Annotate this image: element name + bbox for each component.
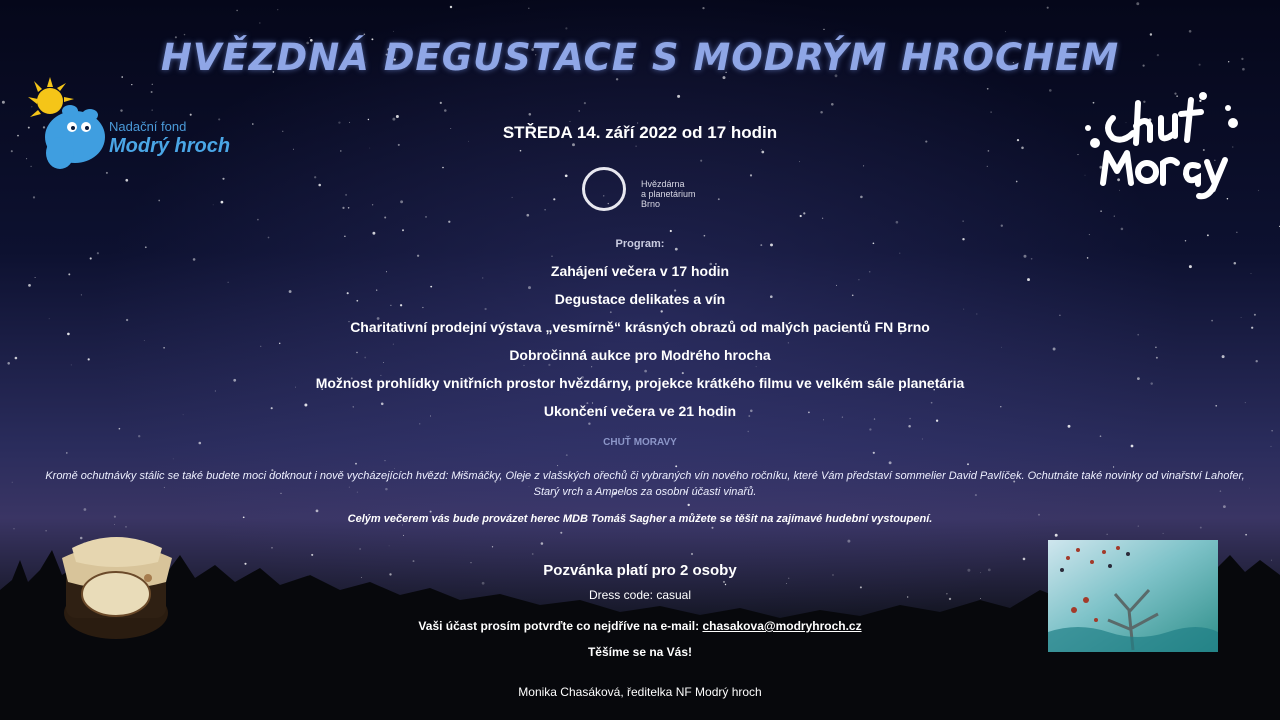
star <box>440 102 442 104</box>
star <box>384 217 386 219</box>
star <box>173 459 174 460</box>
dress-code: Dress code: casual <box>588 588 692 602</box>
star <box>803 212 805 214</box>
star <box>402 229 404 231</box>
star <box>899 253 900 254</box>
star <box>700 160 702 162</box>
star <box>12 482 13 483</box>
foundation-name-line1: Nadační fond <box>109 119 187 134</box>
rsvp-email-link[interactable]: chasakova@modryhroch.cz <box>702 619 862 633</box>
star <box>512 197 513 198</box>
star <box>392 118 395 121</box>
star <box>448 221 450 223</box>
star <box>963 221 964 222</box>
star <box>572 143 575 146</box>
star <box>565 174 568 177</box>
star <box>635 146 636 147</box>
star <box>1001 225 1003 227</box>
star <box>348 207 350 209</box>
star <box>90 257 92 259</box>
star <box>799 161 800 162</box>
program-label: Program: <box>615 238 665 250</box>
star <box>84 508 87 511</box>
star <box>372 232 375 235</box>
star <box>702 7 704 9</box>
star <box>1121 228 1124 231</box>
star <box>355 463 357 465</box>
star <box>748 431 749 432</box>
star <box>314 176 316 178</box>
star <box>2 101 5 104</box>
star <box>11 150 13 152</box>
star <box>687 504 689 506</box>
star <box>1189 30 1192 33</box>
star <box>221 201 224 204</box>
star <box>97 252 99 254</box>
program-item: Zahájení večera v 17 hodin <box>550 263 730 279</box>
star <box>1271 430 1272 431</box>
star <box>896 221 899 224</box>
program-item: Ukončení večera ve 21 hodin <box>543 403 737 419</box>
observatory-name-line3: Brno <box>641 199 661 209</box>
star <box>1077 154 1078 155</box>
star <box>873 452 875 454</box>
star <box>1087 257 1089 259</box>
star <box>385 460 386 461</box>
star <box>1236 232 1237 233</box>
star <box>761 149 762 150</box>
star <box>1005 31 1006 32</box>
star <box>1047 7 1049 9</box>
star <box>988 150 990 152</box>
foundation-name-line2: Modrý hroch <box>109 135 231 157</box>
star <box>340 150 341 151</box>
star <box>259 23 260 24</box>
star <box>364 34 366 36</box>
star <box>442 167 444 169</box>
star <box>444 109 447 112</box>
star <box>1207 234 1209 236</box>
star <box>822 218 823 219</box>
star <box>578 110 579 111</box>
program-item: Dobročinná aukce pro Modrého hrocha <box>509 347 771 363</box>
star <box>277 9 278 10</box>
star <box>566 454 568 456</box>
star <box>1049 89 1052 92</box>
rsvp-line <box>0 619 1280 633</box>
star <box>236 10 237 11</box>
star <box>800 215 802 217</box>
star <box>1114 216 1115 217</box>
star <box>222 178 224 180</box>
star <box>889 461 892 464</box>
star <box>831 103 834 106</box>
star <box>293 149 294 150</box>
star <box>368 119 369 120</box>
star <box>529 113 532 116</box>
star <box>1024 255 1027 258</box>
star <box>750 174 752 176</box>
star <box>987 88 989 90</box>
star <box>1021 147 1024 150</box>
star <box>520 150 522 152</box>
star <box>820 111 823 114</box>
star <box>213 204 214 205</box>
star <box>370 148 371 149</box>
star <box>193 258 196 261</box>
observatory-name-line2: a planetárium <box>641 189 696 199</box>
star <box>729 121 730 122</box>
star <box>761 151 764 154</box>
star <box>33 196 35 198</box>
star <box>1031 258 1033 260</box>
star <box>557 465 558 466</box>
star <box>677 95 680 98</box>
signature: Monika Chasáková, ředitelka NF Modrý hroch <box>518 685 762 699</box>
program-item: Možnost prohlídky vnitřních prostor hvězdárny, projekce krátkého filmu ve velkém sále planetária <box>315 375 965 391</box>
star <box>675 465 677 467</box>
chut-moravy-paragraph: Kromě ochutnávky stálic se také budete moci dotknout i nově vycházejících hvězd: Mišmáčky, Oleje z vlašských ořechů či vybraných vín nového ročníku, které Vám představí sommelier David Pavlíček. Ochutnáte také novinky od vinařství Lahofer, Starý vrch a Ampelos za osobní účasti vinařů. <box>45 470 1245 498</box>
star <box>990 111 992 113</box>
closing-line: Těšíme se na Vás! <box>587 645 693 659</box>
star <box>565 27 567 29</box>
program-item: Charitativní prodejní výstava „vesmírně“ krásných obrazů od malých pacientů FN Brno <box>350 319 930 335</box>
star <box>396 115 399 118</box>
star <box>398 144 400 146</box>
star <box>1089 234 1090 235</box>
star <box>1100 210 1102 212</box>
star <box>551 256 552 257</box>
star <box>584 102 586 104</box>
star <box>125 179 128 182</box>
host-line: Celým večerem vás bude provázet herec MDB Tomáš Sagher a můžete se těšit na zajímavé hudební vystoupení. <box>347 513 933 525</box>
event-title: HVĚZDNÁ DEGUSTACE S MODRÝM HROCHEM <box>160 36 1120 79</box>
star <box>670 230 672 232</box>
rsvp-text: Vaši účast prosím potvrďte co nejdříve na e-mail: <box>418 619 703 633</box>
star <box>860 196 863 199</box>
star <box>718 198 720 200</box>
star <box>316 510 319 513</box>
ring-icon <box>582 167 626 211</box>
star <box>400 200 403 203</box>
observatory-logo <box>580 165 710 217</box>
star <box>526 214 529 217</box>
event-date: STŘEDA 14. září 2022 od 17 hodin <box>502 123 778 142</box>
star <box>345 194 347 196</box>
star <box>342 207 344 209</box>
observatory-name <box>641 179 696 209</box>
star <box>863 165 864 166</box>
star <box>1223 505 1226 508</box>
chut-moravy-logo <box>1083 88 1243 208</box>
star <box>1258 190 1259 191</box>
star <box>425 216 427 218</box>
star <box>1016 181 1018 183</box>
star <box>66 452 68 454</box>
chut-moravy-heading: CHUŤ MORAVY <box>603 437 677 448</box>
star <box>967 463 969 465</box>
star <box>704 235 706 237</box>
observatory-name-line1: Hvězdárna <box>641 179 685 189</box>
star <box>372 204 373 205</box>
star <box>528 8 529 9</box>
star <box>544 209 545 210</box>
star <box>823 29 824 30</box>
program-item: Degustace delikates a vín <box>554 291 726 307</box>
star <box>570 121 571 122</box>
invitation-validity: Pozvánka platí pro 2 osoby <box>543 562 737 579</box>
star <box>344 236 345 237</box>
star <box>318 184 321 187</box>
program-list <box>0 262 1280 430</box>
star <box>987 166 988 167</box>
star <box>158 200 160 202</box>
star <box>417 255 419 257</box>
star <box>450 6 452 8</box>
star <box>1136 2 1139 5</box>
star <box>257 219 259 221</box>
star <box>553 198 555 200</box>
star <box>393 31 394 32</box>
